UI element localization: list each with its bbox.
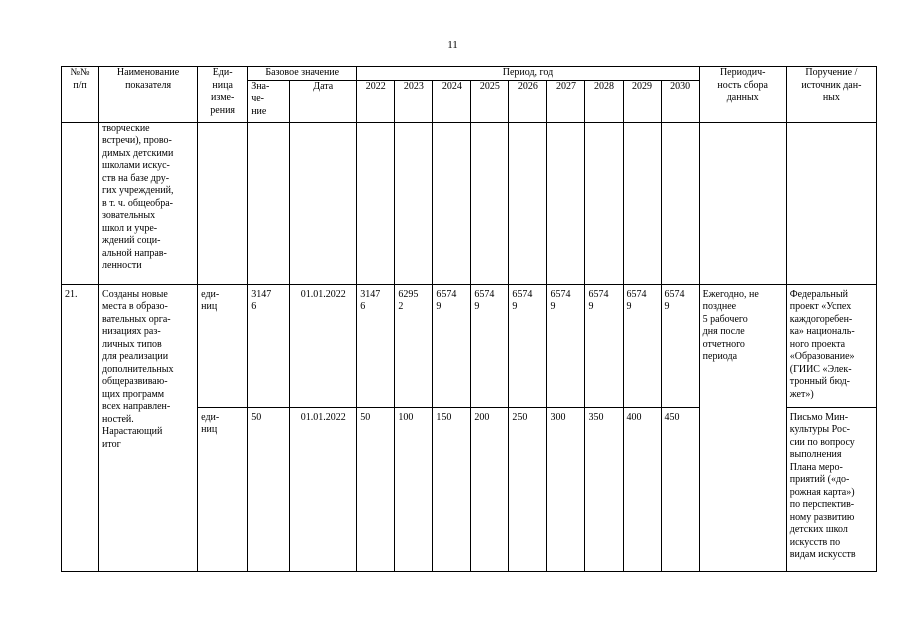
year-value-cell: 350 — [585, 407, 623, 571]
header-year: 2027 — [547, 80, 585, 122]
header-year: 2024 — [433, 80, 471, 122]
header-year: 2029 — [623, 80, 661, 122]
cont-cell — [661, 122, 699, 284]
cont-cell — [395, 122, 433, 284]
indicator-name: Созданы новые места в образо- вательных орга- низациях раз- личных типов для реализации дополнительных общеразвиваю- щих программ всех направлен- ностей. Нарастающий итог — [99, 284, 198, 571]
cont-cell — [433, 122, 471, 284]
source-cell: Федеральный проект «Успех каждогоребен- ка» националь- ного проекта «Образование» (ГИИС «Элек- тронный бюд- жет») — [786, 284, 876, 407]
year-value-cell: 6574 9 — [623, 284, 661, 407]
page-number: 11 — [447, 39, 458, 51]
year-value-cell: 200 — [471, 407, 509, 571]
header-periodicity: Периодич- ность сбора данных — [699, 67, 786, 123]
year-value-cell: 6574 9 — [471, 284, 509, 407]
table-row — [62, 284, 877, 407]
unit-cell: еди- ниц — [198, 407, 248, 571]
base-date-cell: 01.01.2022 — [290, 407, 357, 571]
header-year: 2028 — [585, 80, 623, 122]
periodicity-cell: Ежегодно, не позднее 5 рабочего дня после отчетного периода — [699, 284, 786, 571]
cont-cell — [471, 122, 509, 284]
cont-cell — [248, 122, 290, 284]
cont-cell — [699, 122, 786, 284]
year-value-cell: 400 — [623, 407, 661, 571]
source-cell: Письмо Мин- культуры Рос- сии по вопросу выполнения Плана меро- приятий («до- рожная карта») по перспектив- ному развитию детских школ искусств по видам искусств — [786, 407, 876, 571]
header-row-1 — [62, 67, 877, 81]
year-value-cell: 100 — [395, 407, 433, 571]
cont-cell — [290, 122, 357, 284]
year-value-cell: 6295 2 — [395, 284, 433, 407]
header-base-value: Зна- че- ние — [248, 80, 290, 122]
cont-cell — [357, 122, 395, 284]
cont-cell — [623, 122, 661, 284]
year-value-cell: 300 — [547, 407, 585, 571]
header-period-group: Период, год — [357, 67, 699, 81]
base-value-cell: 3147 6 — [248, 284, 290, 407]
year-value-cell: 150 — [433, 407, 471, 571]
cont-cell — [786, 122, 876, 284]
indicator-table — [61, 66, 877, 572]
year-value-cell: 6574 9 — [547, 284, 585, 407]
header-base-date: Дата — [290, 80, 357, 122]
year-value-cell: 6574 9 — [661, 284, 699, 407]
year-value-cell: 3147 6 — [357, 284, 395, 407]
header-name: Наименование показателя — [99, 67, 198, 123]
cont-cell — [585, 122, 623, 284]
year-value-cell: 6574 9 — [433, 284, 471, 407]
base-date-cell: 01.01.2022 — [290, 284, 357, 407]
cont-cell — [509, 122, 547, 284]
unit-cell: еди- ниц — [198, 284, 248, 407]
row-number: 21. — [62, 284, 99, 571]
header-unit: Еди- ница изме- рения — [198, 67, 248, 123]
header-year: 2023 — [395, 80, 433, 122]
year-value-cell: 6574 9 — [509, 284, 547, 407]
cont-cell — [547, 122, 585, 284]
header-num: №№ п/п — [62, 67, 99, 123]
cont-num — [62, 122, 99, 284]
base-value-cell: 50 — [248, 407, 290, 571]
header-source: Поручение / источник дан- ных — [786, 67, 876, 123]
header-year: 2030 — [661, 80, 699, 122]
year-value-cell: 250 — [509, 407, 547, 571]
header-year: 2022 — [357, 80, 395, 122]
header-base-group: Базовое значение — [248, 67, 357, 81]
header-year: 2025 — [471, 80, 509, 122]
header-year: 2026 — [509, 80, 547, 122]
year-value-cell: 6574 9 — [585, 284, 623, 407]
cont-unit — [198, 122, 248, 284]
cont-name: творческие встречи), прово- димых детскими школами искус- ств на базе дру- гих учреждений, в т. ч. общеобра- зовательных школ и учре- ждений соци- альной направ- ленности — [99, 122, 198, 284]
year-value-cell: 450 — [661, 407, 699, 571]
year-value-cell: 50 — [357, 407, 395, 571]
continuation-row — [62, 122, 877, 284]
